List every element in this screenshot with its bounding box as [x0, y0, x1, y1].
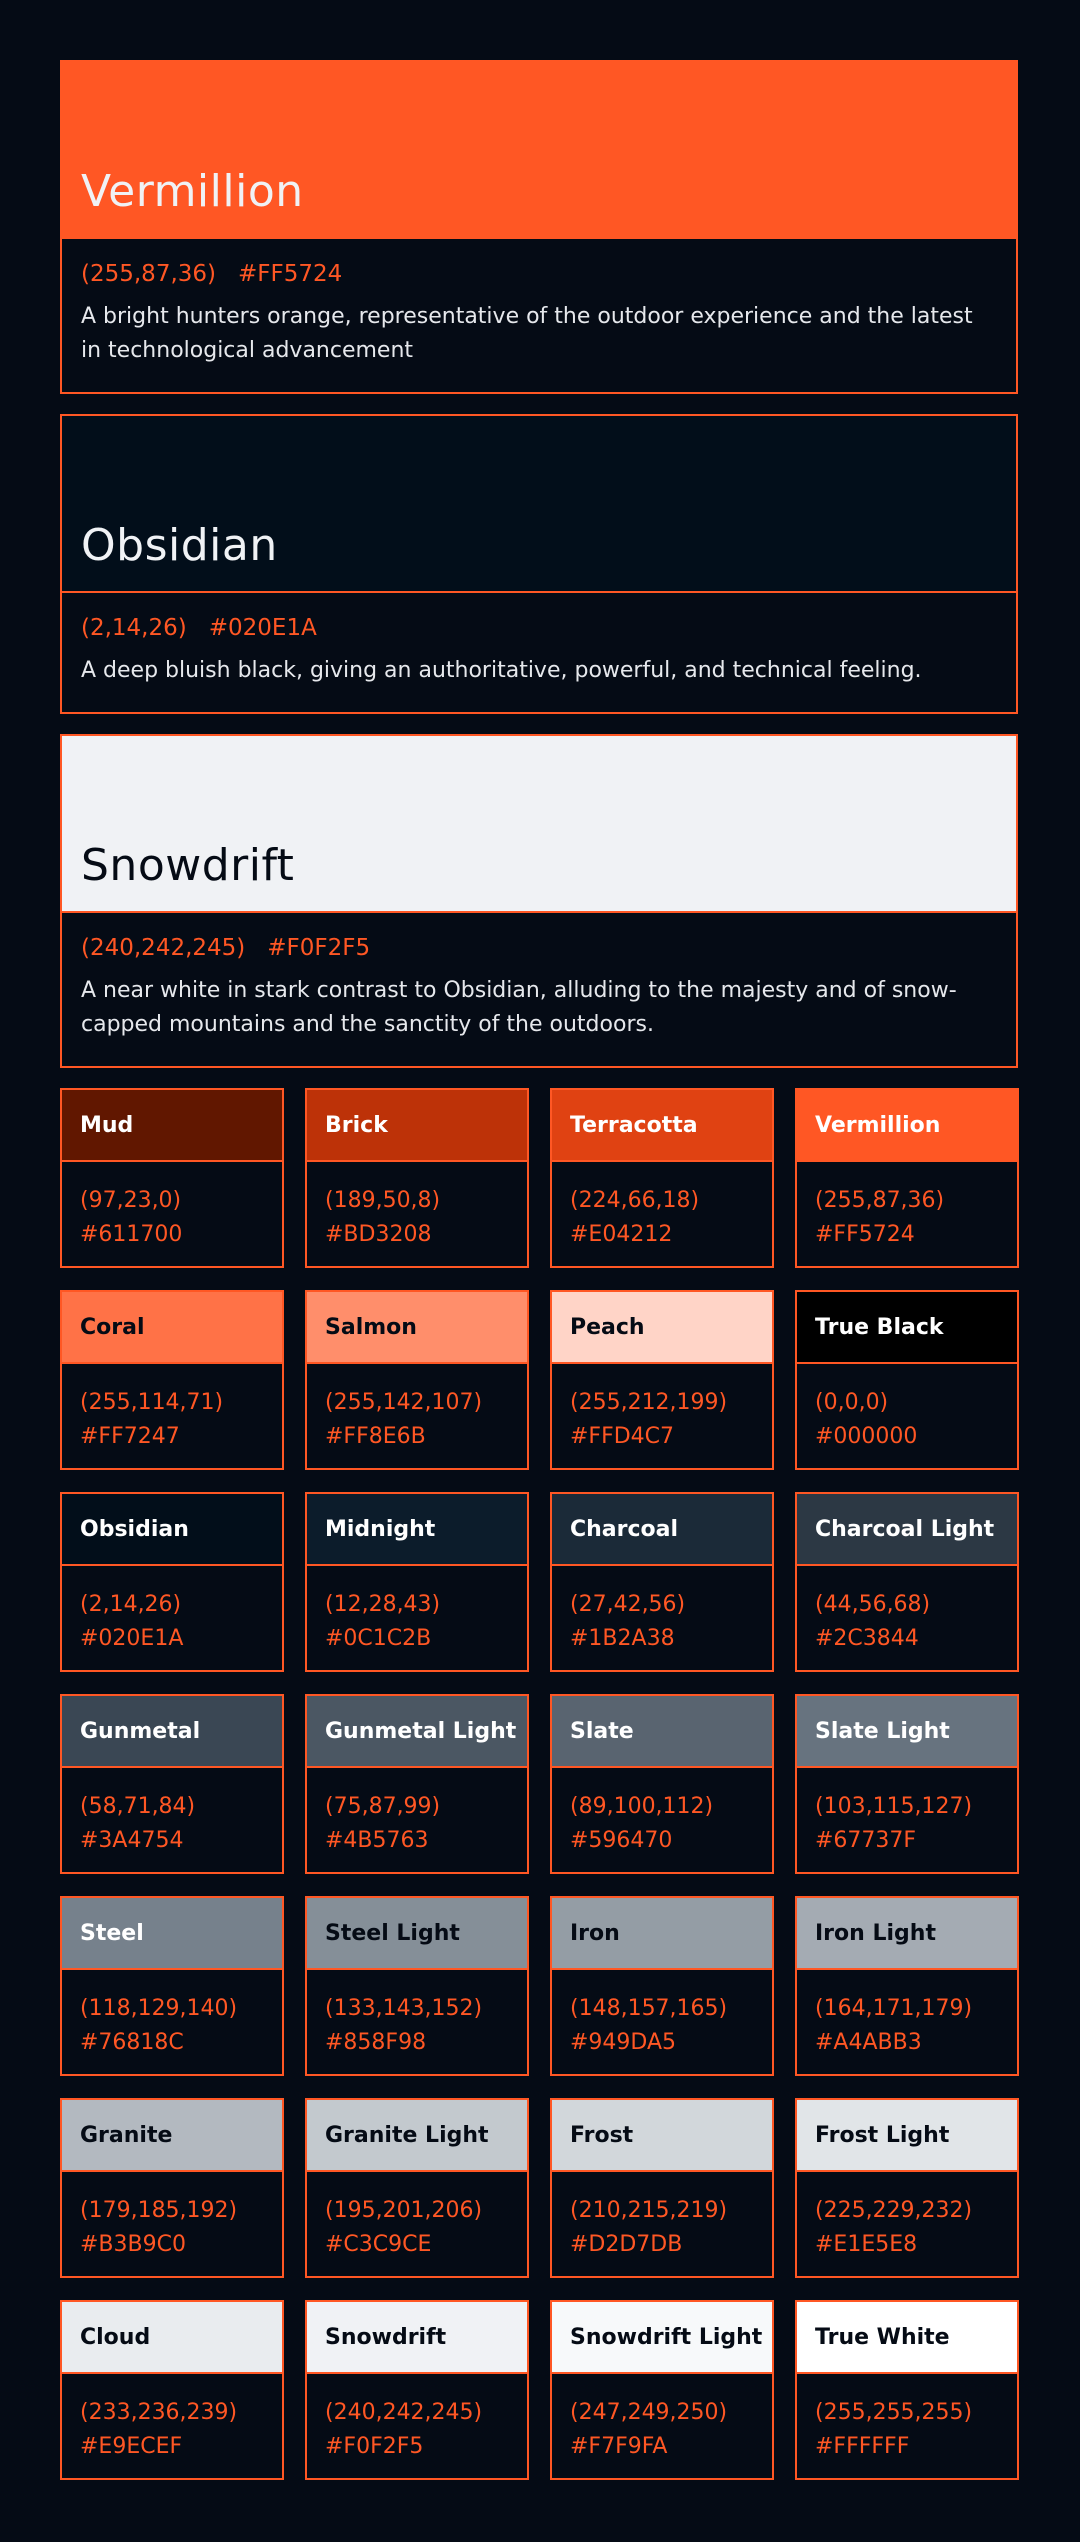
swatch-values [62, 2172, 282, 2262]
swatch-card [550, 2098, 774, 2278]
swatch-grid [60, 1088, 1018, 2480]
swatch-values [552, 1970, 772, 2060]
swatch-color: Steel Light [307, 1898, 527, 1970]
primary-card-vermillion [60, 60, 1018, 394]
swatch-card [550, 1896, 774, 2076]
swatch-values [62, 1364, 282, 1454]
swatch-card [550, 2300, 774, 2480]
swatch-card [795, 1088, 1019, 1268]
swatch-hex: #C3C9CE [325, 2232, 432, 2257]
primary-rgb: (2,14,26) [81, 615, 187, 641]
swatch-values [62, 1970, 282, 2060]
swatch-card [795, 1694, 1019, 1874]
swatch-card [305, 1694, 529, 1874]
swatch-values [62, 2374, 282, 2464]
swatch-color: Salmon [307, 1292, 527, 1364]
swatch-rgb: (118,129,140) [80, 1996, 238, 2021]
swatch-card [550, 1492, 774, 1672]
primary-description: A near white in stark contrast to Obsidian, alluding to the majesty and of snow-capped mountains and the sanctity of the outdoors. [81, 978, 957, 1037]
swatch-color: Cloud [62, 2302, 282, 2374]
swatch-color: Granite Light [307, 2100, 527, 2172]
swatch-color: Charcoal [552, 1494, 772, 1566]
swatch-card [60, 1896, 284, 2076]
swatch-rgb: (148,157,165) [570, 1996, 728, 2021]
swatch-card [60, 1694, 284, 1874]
swatch-values [62, 1162, 282, 1252]
swatch-hex: #596470 [570, 1828, 673, 1853]
swatch-color: Slate [552, 1696, 772, 1768]
swatch-card [550, 1290, 774, 1470]
swatch-values [552, 1566, 772, 1656]
swatch-color: Gunmetal [62, 1696, 282, 1768]
swatch-values [552, 1768, 772, 1858]
swatch-hex: #000000 [815, 1424, 918, 1449]
swatch-card [795, 1896, 1019, 2076]
swatch-rgb: (255,255,255) [815, 2400, 973, 2425]
swatch-rgb: (247,249,250) [570, 2400, 728, 2425]
swatch-card [795, 2300, 1019, 2480]
swatch-card [305, 1896, 529, 2076]
swatch-color: Charcoal Light [797, 1494, 1017, 1566]
primary-swatch-snowdrift [62, 736, 1016, 913]
primary-card-obsidian [60, 414, 1018, 714]
swatch-hex: #020E1A [80, 1626, 184, 1651]
swatch-color: Brick [307, 1090, 527, 1162]
swatch-rgb: (240,242,245) [325, 2400, 483, 2425]
swatch-color: Midnight [307, 1494, 527, 1566]
swatch-rgb: (133,143,152) [325, 1996, 483, 2021]
swatch-values [307, 1364, 527, 1454]
swatch-hex: #76818C [80, 2030, 184, 2055]
swatch-values [552, 1162, 772, 1252]
swatch-rgb: (255,212,199) [570, 1390, 728, 1415]
swatch-values [797, 1364, 1017, 1454]
swatch-rgb: (44,56,68) [815, 1592, 931, 1617]
swatch-color: Coral [62, 1292, 282, 1364]
swatch-color: Mud [62, 1090, 282, 1162]
swatch-rgb: (255,87,36) [815, 1188, 945, 1213]
swatch-hex: #B3B9C0 [80, 2232, 186, 2257]
primary-swatch-obsidian [62, 416, 1016, 593]
swatch-rgb: (58,71,84) [80, 1794, 196, 1819]
swatch-rgb: (164,171,179) [815, 1996, 973, 2021]
swatch-values [552, 2172, 772, 2262]
primary-hex: #020E1A [208, 615, 317, 641]
swatch-rgb: (210,215,219) [570, 2198, 728, 2223]
primary-name: Vermillion [81, 166, 304, 217]
primary-card-snowdrift [60, 734, 1018, 1068]
swatch-card [305, 1290, 529, 1470]
swatch-card [60, 1088, 284, 1268]
primary-values [62, 913, 1016, 961]
swatch-color: True Black [797, 1292, 1017, 1364]
primary-rgb: (255,87,36) [81, 261, 217, 287]
primary-description: A deep bluish black, giving an authoritative, powerful, and technical feeling. [81, 658, 922, 683]
swatch-hex: #F7F9FA [570, 2434, 668, 2459]
swatch-values [552, 2374, 772, 2464]
swatch-color: Vermillion [797, 1090, 1017, 1162]
primary-name: Obsidian [81, 520, 278, 571]
swatch-hex: #3A4754 [80, 1828, 184, 1853]
swatch-color: Granite [62, 2100, 282, 2172]
swatch-hex: #949DA5 [570, 2030, 677, 2055]
swatch-values [797, 1970, 1017, 2060]
swatch-hex: #FFD4C7 [570, 1424, 675, 1449]
swatch-color: Terracotta [552, 1090, 772, 1162]
swatch-hex: #FFFFFF [815, 2434, 910, 2459]
swatch-values [62, 1768, 282, 1858]
swatch-values [797, 2374, 1017, 2464]
primary-values [62, 593, 1016, 641]
swatch-card [305, 2300, 529, 2480]
primary-name: Snowdrift [81, 840, 295, 891]
swatch-card [795, 1290, 1019, 1470]
swatch-hex: #D2D7DB [570, 2232, 683, 2257]
primary-description: A bright hunters orange, representative of the outdoor experience and the latest in technological advancement [81, 304, 973, 363]
swatch-hex: #F0F2F5 [325, 2434, 424, 2459]
swatch-rgb: (255,114,71) [80, 1390, 224, 1415]
swatch-hex: #E1E5E8 [815, 2232, 918, 2257]
swatch-values [797, 1768, 1017, 1858]
swatch-hex: #2C3844 [815, 1626, 919, 1651]
swatch-rgb: (195,201,206) [325, 2198, 483, 2223]
primary-values [62, 239, 1016, 287]
swatch-color: Frost [552, 2100, 772, 2172]
primary-hex: #FF5724 [238, 261, 343, 287]
swatch-card [550, 1088, 774, 1268]
swatch-values [552, 1364, 772, 1454]
swatch-color: Obsidian [62, 1494, 282, 1566]
swatch-color: Snowdrift Light [552, 2302, 772, 2374]
swatch-card [305, 1492, 529, 1672]
swatch-color: Steel [62, 1898, 282, 1970]
swatch-hex: #1B2A38 [570, 1626, 675, 1651]
swatch-color: Frost Light [797, 2100, 1017, 2172]
swatch-values [307, 2172, 527, 2262]
swatch-card [60, 1290, 284, 1470]
swatch-rgb: (75,87,99) [325, 1794, 441, 1819]
swatch-rgb: (0,0,0) [815, 1390, 889, 1415]
swatch-hex: #BD3208 [325, 1222, 432, 1247]
swatch-card [305, 1088, 529, 1268]
swatch-rgb: (27,42,56) [570, 1592, 686, 1617]
swatch-values [797, 1162, 1017, 1252]
swatch-rgb: (89,100,112) [570, 1794, 714, 1819]
swatch-rgb: (2,14,26) [80, 1592, 182, 1617]
primary-rgb: (240,242,245) [81, 935, 246, 961]
swatch-values [307, 2374, 527, 2464]
swatch-hex: #611700 [80, 1222, 183, 1247]
swatch-color: Iron [552, 1898, 772, 1970]
swatch-color: Gunmetal Light [307, 1696, 527, 1768]
swatch-color: Iron Light [797, 1898, 1017, 1970]
swatch-hex: #FF7247 [80, 1424, 180, 1449]
primary-hex: #F0F2F5 [267, 935, 371, 961]
swatch-card [60, 1492, 284, 1672]
swatch-values [307, 1566, 527, 1656]
swatch-card [795, 2098, 1019, 2278]
swatch-values [307, 1162, 527, 1252]
swatch-values [307, 1768, 527, 1858]
swatch-card [795, 1492, 1019, 1672]
swatch-rgb: (189,50,8) [325, 1188, 441, 1213]
swatch-values [62, 1566, 282, 1656]
swatch-card [60, 2300, 284, 2480]
swatch-rgb: (225,229,232) [815, 2198, 973, 2223]
swatch-hex: #E04212 [570, 1222, 673, 1247]
swatch-hex: #4B5763 [325, 1828, 429, 1853]
swatch-hex: #E9ECEF [80, 2434, 183, 2459]
swatch-values [307, 1970, 527, 2060]
swatch-rgb: (12,28,43) [325, 1592, 441, 1617]
swatch-rgb: (224,66,18) [570, 1188, 700, 1213]
swatch-rgb: (233,236,239) [80, 2400, 238, 2425]
swatch-hex: #0C1C2B [325, 1626, 432, 1651]
swatch-hex: #858F98 [325, 2030, 427, 2055]
swatch-color: Peach [552, 1292, 772, 1364]
swatch-card [305, 2098, 529, 2278]
swatch-rgb: (179,185,192) [80, 2198, 238, 2223]
primary-swatch-vermillion [62, 62, 1016, 239]
swatch-hex: #67737F [815, 1828, 917, 1853]
swatch-hex: #FF8E6B [325, 1424, 426, 1449]
swatch-values [797, 1566, 1017, 1656]
swatch-color: Slate Light [797, 1696, 1017, 1768]
swatch-rgb: (255,142,107) [325, 1390, 483, 1415]
swatch-rgb: (97,23,0) [80, 1188, 182, 1213]
swatch-values [797, 2172, 1017, 2262]
swatch-card [550, 1694, 774, 1874]
swatch-color: Snowdrift [307, 2302, 527, 2374]
swatch-card [60, 2098, 284, 2278]
swatch-hex: #A4ABB3 [815, 2030, 922, 2055]
swatch-hex: #FF5724 [815, 1222, 915, 1247]
swatch-color: True White [797, 2302, 1017, 2374]
swatch-rgb: (103,115,127) [815, 1794, 973, 1819]
